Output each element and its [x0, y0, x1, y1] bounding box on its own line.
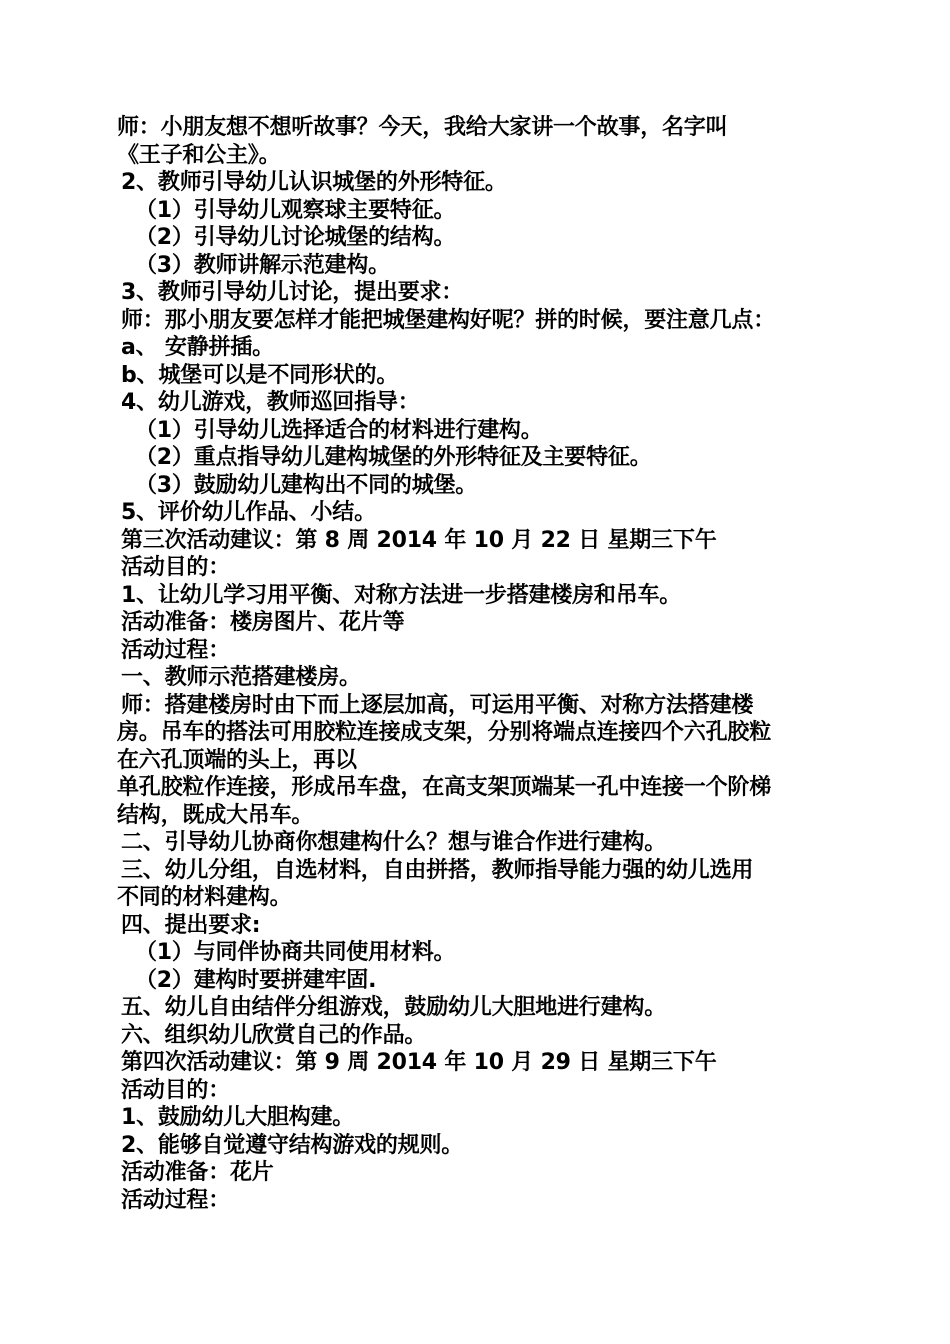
document-body: [117, 114, 847, 1214]
text-line: 活动目的：: [121, 555, 231, 580]
text-line: 活动准备：花片: [121, 1160, 274, 1185]
text-line: 不同的材料建构。: [117, 885, 292, 910]
text-line: 活动过程：: [121, 1187, 231, 1213]
section-heading: 第三次活动建议：第 8 周 2014 年 10 月 22 日 星期三下午: [121, 527, 717, 553]
text-line: 师：小朋友想不想听故事？今天，我给大家讲一个故事，名字叫: [117, 115, 728, 140]
section-heading: 第四次活动建议：第 9 周 2014 年 10 月 29 日 星期三下午: [121, 1050, 717, 1075]
text-line: 结构，既成大吊车。: [117, 802, 314, 828]
text-line: （1）引导幼儿选择适合的材料进行建构。: [135, 417, 543, 443]
text-line: （3）教师讲解示范建构。: [135, 252, 390, 278]
text-line: 单孔胶粒作连接，形成吊车盘，在高支架顶端某一孔中连接一个阶梯: [117, 775, 772, 800]
text-line: a、 安静拼插。: [121, 335, 274, 360]
text-line: 活动准备：楼房图片、花片等: [121, 610, 405, 635]
text-line: 2、能够自觉遵守结构游戏的规则。: [121, 1132, 464, 1158]
text-line: 一、教师示范搭建楼房。: [121, 665, 361, 690]
text-line: 1、让幼儿学习用平衡、对称方法进一步搭建楼房和吊车。: [121, 582, 682, 608]
text-line: 师：那小朋友要怎样才能把城堡建构好呢？拼的时候，要注意几点：: [121, 307, 776, 333]
text-line: （2）建构时要拼建牢固.: [135, 967, 377, 993]
text-line: 师：搭建楼房时由下而上逐层加高，可运用平衡、对称方法搭建楼: [121, 692, 754, 718]
text-line: （3）鼓励幼儿建构出不同的城堡。: [135, 472, 478, 498]
text-line: 五、幼儿自由结伴分组游戏，鼓励幼儿大胆地进行建构。: [121, 995, 667, 1020]
text-line: 4、幼儿游戏，教师巡回指导：: [121, 390, 420, 415]
text-line: b、城堡可以是不同形状的。: [121, 362, 399, 388]
text-line: 3、教师引导幼儿讨论，提出要求：: [121, 280, 464, 305]
text-line: 房。吊车的搭法可用胶粒连接成支架，分别将端点连接四个六孔胶粒: [117, 720, 772, 745]
text-line: （2）重点指导幼儿建构城堡的外形特征及主要特征。: [135, 445, 652, 470]
text-line: 2、教师引导幼儿认识城堡的外形特征。: [121, 170, 507, 195]
text-line: 四、提出要求:: [121, 912, 261, 938]
text-line: 六、组织幼儿欣赏自己的作品。: [121, 1022, 427, 1048]
text-line: （2）引导幼儿讨论城堡的结构。: [135, 225, 456, 250]
text-line: 活动过程：: [121, 637, 231, 663]
text-line: 在六孔顶端的头上，再以: [117, 747, 357, 773]
text-line: （1）引导幼儿观察球主要特征。: [135, 197, 456, 223]
text-line: （1）与同伴协商共同使用材料。: [135, 940, 456, 965]
text-line: 1、鼓励幼儿大胆构建。: [121, 1105, 355, 1130]
text-line: 活动目的：: [121, 1077, 231, 1103]
text-line: 二、引导幼儿协商你想建构什么？想与谁合作进行建构。: [121, 830, 667, 855]
text-line: 5、评价幼儿作品、小结。: [121, 500, 376, 525]
text-line: 《王子和公主》。: [117, 142, 281, 168]
text-line: 三、幼儿分组，自选材料，自由拼搭，教师指导能力强的幼儿选用: [121, 857, 754, 883]
